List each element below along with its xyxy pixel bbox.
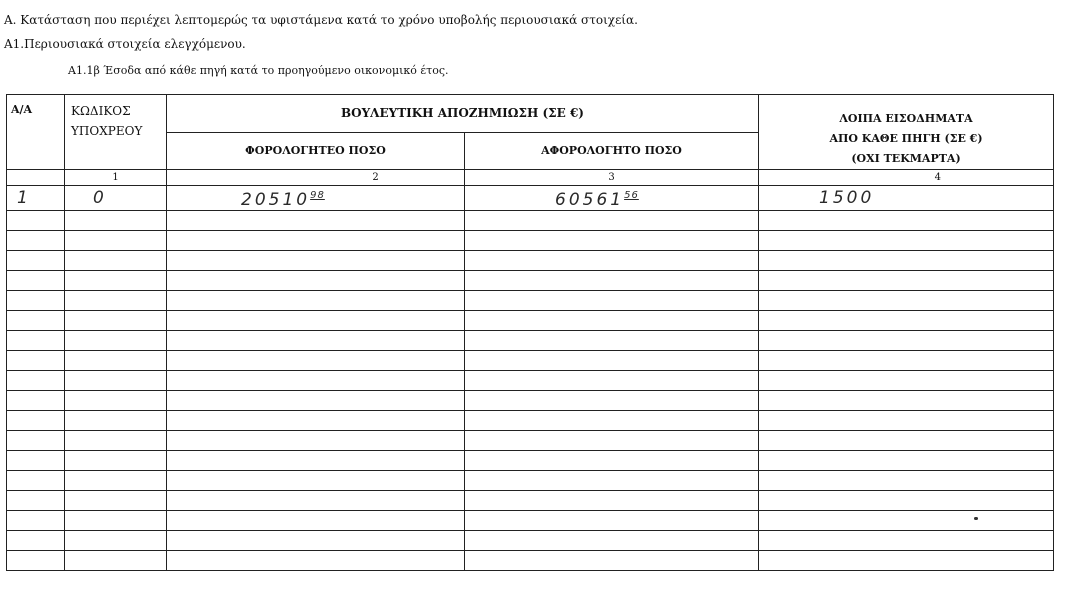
header-code — [65, 95, 167, 170]
header-nontaxable: ΑΦΟΡΟΛΟΓΗΤΟ ΠΟΣΟ — [465, 132, 759, 170]
empty-cell — [65, 451, 167, 471]
empty-cell — [7, 531, 65, 551]
empty-cell — [759, 491, 1054, 511]
taxable-decimal: 98 — [310, 190, 325, 201]
empty-cell — [7, 371, 65, 391]
table-row — [7, 211, 1054, 231]
empty-cell — [65, 351, 167, 371]
empty-cell — [167, 511, 465, 531]
table-row — [7, 311, 1054, 331]
empty-cell — [759, 471, 1054, 491]
column-number-row — [7, 170, 1054, 186]
table-row — [7, 391, 1054, 411]
column-number-1: 1 — [65, 170, 167, 186]
empty-cell — [759, 351, 1054, 371]
empty-cell — [465, 551, 759, 571]
handwritten-other: 1500 — [819, 188, 875, 208]
empty-cell — [7, 431, 65, 451]
empty-cell — [465, 231, 759, 251]
empty-cell — [167, 431, 465, 451]
table-row — [7, 431, 1054, 451]
header-other-line2: ΑΠΟ ΚΑΘΕ ΠΗΓΗ (ΣΕ €) — [829, 132, 983, 145]
column-number-3: 3 — [465, 170, 759, 186]
empty-cell — [65, 391, 167, 411]
empty-cell — [65, 531, 167, 551]
empty-cell — [465, 211, 759, 231]
cell-other — [759, 186, 1054, 211]
empty-cell — [7, 331, 65, 351]
section-heading-a1: Α1.Περιουσιακά στοιχεία ελεγχόμενου. — [4, 37, 246, 51]
empty-cell — [465, 371, 759, 391]
empty-cell — [65, 311, 167, 331]
header-other-line1: ΛΟΙΠΑ ΕΙΣΟΔΗΜΑΤΑ — [839, 112, 973, 125]
empty-cell — [465, 291, 759, 311]
empty-cell — [167, 351, 465, 371]
header-code-line1: ΚΩΔΙΚΟΣ — [71, 104, 131, 118]
empty-cell — [7, 391, 65, 411]
section-heading-a1-1b: Α1.1β Έσοδα από κάθε πηγή κατά το προηγούμενο οικονομικό έτος. — [68, 64, 449, 77]
empty-cell — [167, 491, 465, 511]
empty-cell — [465, 331, 759, 351]
table-row — [7, 411, 1054, 431]
empty-cell — [65, 231, 167, 251]
empty-cell — [167, 231, 465, 251]
empty-cell — [465, 511, 759, 531]
empty-cell — [759, 211, 1054, 231]
empty-cell — [7, 511, 65, 531]
table-row — [7, 551, 1054, 571]
empty-cell — [167, 411, 465, 431]
header-taxable: ΦΟΡΟΛΟΓΗΤΕΟ ΠΟΣΟ — [167, 132, 465, 170]
empty-cell — [465, 431, 759, 451]
empty-cell — [167, 451, 465, 471]
nontaxable-integer: 60561 — [555, 190, 625, 210]
header-aa: Α/Α — [7, 95, 65, 170]
empty-cell — [759, 371, 1054, 391]
scan-speck — [974, 517, 978, 520]
column-number-4: 4 — [759, 170, 1054, 186]
table-row — [7, 491, 1054, 511]
empty-cell — [7, 451, 65, 471]
empty-cell — [465, 311, 759, 331]
cell-nontaxable — [465, 186, 759, 211]
empty-cell — [759, 531, 1054, 551]
empty-cell — [7, 211, 65, 231]
table-row — [7, 511, 1054, 531]
empty-cell — [65, 411, 167, 431]
empty-cell — [759, 291, 1054, 311]
table-row — [7, 231, 1054, 251]
handwritten-taxable — [167, 190, 325, 210]
handwritten-code: 0 — [93, 188, 107, 208]
empty-cell — [7, 271, 65, 291]
empty-cell — [759, 231, 1054, 251]
table-row — [7, 471, 1054, 491]
empty-cell — [65, 551, 167, 571]
empty-cell — [65, 211, 167, 231]
income-table — [6, 94, 1054, 571]
cell-code — [65, 186, 167, 211]
empty-cell — [167, 531, 465, 551]
empty-cell — [7, 471, 65, 491]
empty-cell — [759, 311, 1054, 331]
empty-cell — [465, 391, 759, 411]
empty-cell — [167, 331, 465, 351]
empty-cell — [7, 231, 65, 251]
section-heading-a: Α. Κατάσταση που περιέχει λεπτομερώς τα υφιστάμενα κατά το χρόνο υποβολής περιουσιακά στοιχεία. — [4, 13, 638, 27]
column-number-2: 2 — [167, 170, 465, 186]
empty-cell — [759, 451, 1054, 471]
empty-cell — [759, 251, 1054, 271]
empty-cell — [759, 331, 1054, 351]
header-other-line3: (ΟΧΙ ΤΕΚΜΑΡΤΑ) — [851, 152, 961, 165]
empty-cell — [465, 451, 759, 471]
header-code-line2: ΥΠΟΧΡΕΟΥ — [71, 124, 143, 138]
table-row — [7, 251, 1054, 271]
empty-cell — [759, 391, 1054, 411]
empty-cell — [7, 311, 65, 331]
table-row — [7, 291, 1054, 311]
empty-cell — [759, 411, 1054, 431]
empty-cell — [465, 411, 759, 431]
column-number-aa — [7, 170, 65, 186]
table-row — [7, 531, 1054, 551]
table-row — [7, 186, 1054, 211]
empty-cell — [167, 291, 465, 311]
empty-cell — [167, 551, 465, 571]
empty-cell — [167, 211, 465, 231]
table-row — [7, 451, 1054, 471]
empty-cell — [167, 371, 465, 391]
cell-aa — [7, 186, 65, 211]
empty-cell — [65, 471, 167, 491]
empty-cell — [759, 511, 1054, 531]
empty-cell — [7, 291, 65, 311]
empty-cell — [167, 271, 465, 291]
empty-cell — [65, 431, 167, 451]
empty-cell — [65, 271, 167, 291]
header-parliamentary-compensation: ΒΟΥΛΕΥΤΙΚΗ ΑΠΟΖΗΜΙΩΣΗ (ΣΕ €) — [167, 95, 759, 133]
empty-cell — [7, 411, 65, 431]
empty-cell — [759, 431, 1054, 451]
empty-cell — [759, 551, 1054, 571]
empty-cell — [465, 491, 759, 511]
empty-cell — [167, 251, 465, 271]
empty-cell — [7, 551, 65, 571]
handwritten-aa: 1 — [17, 188, 31, 208]
cell-taxable — [167, 186, 465, 211]
empty-cell — [65, 491, 167, 511]
header-other-income — [759, 95, 1054, 170]
table-row — [7, 271, 1054, 291]
table-row — [7, 371, 1054, 391]
empty-cell — [759, 271, 1054, 291]
empty-cell — [465, 251, 759, 271]
empty-cell — [65, 371, 167, 391]
nontaxable-decimal: 56 — [624, 190, 639, 201]
empty-cell — [167, 391, 465, 411]
table-row — [7, 331, 1054, 351]
empty-cell — [167, 311, 465, 331]
empty-cell — [167, 471, 465, 491]
empty-cell — [65, 251, 167, 271]
taxable-integer: 20510 — [241, 190, 311, 210]
empty-cell — [65, 291, 167, 311]
empty-cell — [465, 471, 759, 491]
empty-cell — [465, 531, 759, 551]
empty-cell — [465, 351, 759, 371]
table-row — [7, 351, 1054, 371]
handwritten-nontaxable — [465, 190, 639, 210]
empty-cell — [7, 251, 65, 271]
empty-cell — [65, 331, 167, 351]
empty-cell — [65, 511, 167, 531]
empty-cell — [7, 491, 65, 511]
empty-cell — [7, 351, 65, 371]
empty-cell — [465, 271, 759, 291]
